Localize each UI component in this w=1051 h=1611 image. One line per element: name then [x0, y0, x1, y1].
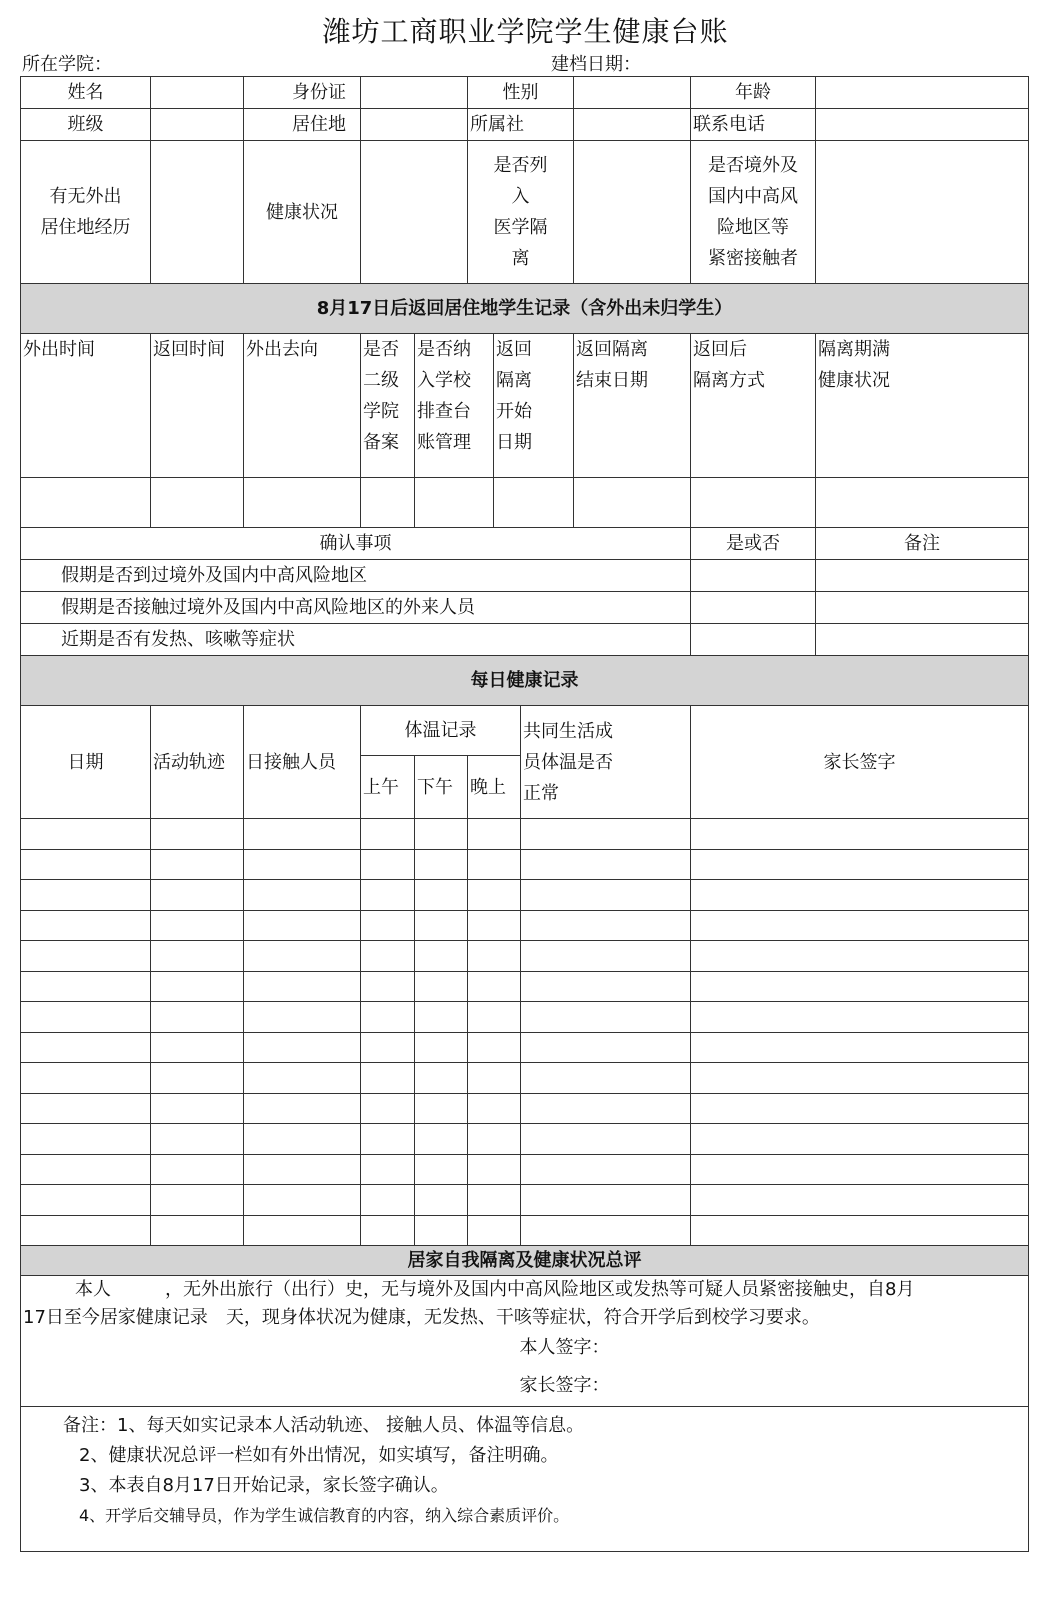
- daily-entry-cell[interactable]: [361, 1216, 415, 1246]
- daily-entry-cell[interactable]: [151, 1033, 244, 1063]
- daily-entry-cell[interactable]: [468, 972, 521, 1002]
- daily-entry-cell[interactable]: [521, 819, 691, 850]
- name-field[interactable]: [151, 77, 244, 109]
- phone-label: 联系电话: [691, 109, 816, 141]
- daily-entry-cell[interactable]: [468, 1124, 521, 1155]
- return-h-post-health: 隔离期满 健康状况: [816, 334, 1029, 478]
- return-h-iso-end: 返回隔离 结束日期: [574, 334, 691, 478]
- yes-no-field[interactable]: [691, 592, 816, 624]
- daily-entry-cell[interactable]: [415, 1033, 468, 1063]
- return-section-title: 8月17日后返回居住地学生记录（含外出未归学生）: [21, 284, 1029, 334]
- confirm-row: [21, 592, 1029, 624]
- daily-entry-cell[interactable]: [361, 1033, 415, 1063]
- daily-entry-cell[interactable]: [691, 1063, 1029, 1094]
- daily-h-temp: 体温记录: [361, 706, 521, 756]
- community-field[interactable]: [574, 109, 691, 141]
- daily-entry-cell[interactable]: [361, 880, 415, 911]
- return-cell[interactable]: [361, 478, 415, 528]
- daily-entry-cell[interactable]: [691, 972, 1029, 1002]
- return-section-header: [21, 284, 1029, 334]
- daily-entry-rows: [21, 819, 1029, 1246]
- daily-h-eve: 晚上: [468, 756, 521, 819]
- daily-entry-cell[interactable]: [244, 850, 361, 880]
- daily-entry-cell[interactable]: [415, 850, 468, 880]
- daily-entry-cell[interactable]: [468, 1002, 521, 1033]
- remarks-header: 备注: [816, 528, 1029, 560]
- daily-entry-row: [21, 1155, 1029, 1185]
- daily-entry-cell[interactable]: [415, 1124, 468, 1155]
- daily-entry-cell[interactable]: [691, 880, 1029, 911]
- isolation-label: 是否列 入 医学隔 离: [468, 141, 574, 284]
- return-h-return-time: 返回时间: [151, 334, 244, 478]
- daily-h-pm: 下午: [415, 756, 468, 819]
- daily-entry-row: [21, 850, 1029, 880]
- daily-entry-cell[interactable]: [521, 1185, 691, 1216]
- return-cell[interactable]: [244, 478, 361, 528]
- out-history-field[interactable]: [151, 141, 244, 284]
- daily-entry-cell[interactable]: [691, 1216, 1029, 1246]
- return-header-row: [21, 334, 1029, 478]
- daily-entry-cell[interactable]: [21, 1002, 151, 1033]
- return-cell[interactable]: [415, 478, 494, 528]
- daily-entry-cell[interactable]: [244, 941, 361, 972]
- daily-entry-cell[interactable]: [468, 1094, 521, 1124]
- daily-entry-cell[interactable]: [415, 1063, 468, 1094]
- daily-entry-cell[interactable]: [244, 880, 361, 911]
- daily-entry-cell[interactable]: [151, 1002, 244, 1033]
- daily-entry-cell[interactable]: [244, 1063, 361, 1094]
- daily-entry-cell[interactable]: [244, 972, 361, 1002]
- daily-entry-cell[interactable]: [361, 911, 415, 941]
- daily-h-contacts: 日接触人员: [244, 706, 361, 819]
- self-sign-label: 本人签字：: [519, 1337, 610, 1358]
- daily-entry-cell[interactable]: [21, 941, 151, 972]
- daily-entry-cell[interactable]: [691, 1155, 1029, 1185]
- daily-entry-cell[interactable]: [691, 911, 1029, 941]
- daily-entry-row: [21, 941, 1029, 972]
- daily-entry-row: [21, 1063, 1029, 1094]
- daily-entry-cell[interactable]: [361, 972, 415, 1002]
- daily-entry-cell[interactable]: [21, 1033, 151, 1063]
- daily-entry-cell[interactable]: [21, 1155, 151, 1185]
- daily-entry-cell[interactable]: [151, 1216, 244, 1246]
- daily-entry-cell[interactable]: [691, 1124, 1029, 1155]
- phone-field[interactable]: [816, 109, 1029, 141]
- daily-entry-cell[interactable]: [151, 1124, 244, 1155]
- daily-entry-cell[interactable]: [415, 1185, 468, 1216]
- daily-entry-row: [21, 819, 1029, 850]
- yes-no-field[interactable]: [691, 560, 816, 592]
- notes-row: [21, 1407, 1029, 1552]
- daily-entry-cell[interactable]: [244, 1094, 361, 1124]
- daily-entry-cell[interactable]: [691, 819, 1029, 850]
- daily-entry-cell[interactable]: [21, 972, 151, 1002]
- daily-entry-cell[interactable]: [521, 1216, 691, 1246]
- daily-entry-cell[interactable]: [361, 1124, 415, 1155]
- yes-no-field[interactable]: [691, 624, 816, 656]
- daily-entry-row: [21, 1033, 1029, 1063]
- daily-entry-cell[interactable]: [521, 1063, 691, 1094]
- remarks-field[interactable]: [816, 624, 1029, 656]
- daily-entry-cell[interactable]: [521, 1002, 691, 1033]
- daily-entry-cell[interactable]: [21, 1124, 151, 1155]
- filing-date-label: 建档日期：: [551, 54, 641, 75]
- summary-line-2: 17日至今居家健康记录 天，现身体状况为健康，无发热、干咳等症状，符合开学后到校学习要求。: [23, 1307, 820, 1328]
- daily-entry-cell[interactable]: [415, 911, 468, 941]
- daily-entry-cell[interactable]: [21, 1216, 151, 1246]
- daily-entry-cell[interactable]: [21, 880, 151, 911]
- daily-entry-cell[interactable]: [151, 1155, 244, 1185]
- daily-entry-cell[interactable]: [468, 819, 521, 850]
- daily-entry-cell[interactable]: [521, 972, 691, 1002]
- daily-entry-cell[interactable]: [151, 1063, 244, 1094]
- daily-header-row-1: [21, 706, 1029, 756]
- daily-entry-cell[interactable]: [21, 1185, 151, 1216]
- daily-entry-cell[interactable]: [415, 1216, 468, 1246]
- summary-section-header: [21, 1246, 1029, 1276]
- daily-entry-cell[interactable]: [468, 1033, 521, 1063]
- note-item: 4、开学后交辅导员，作为学生诚信教育的内容，纳入综合素质评价。: [79, 1506, 570, 1525]
- daily-entry-cell[interactable]: [361, 1002, 415, 1033]
- return-h-destination: 外出去向: [244, 334, 361, 478]
- summary-body-row: [21, 1276, 1029, 1407]
- daily-entry-cell[interactable]: [691, 850, 1029, 880]
- return-cell[interactable]: [151, 478, 244, 528]
- confirm-item: 近期是否有发热、咳嗽等症状: [21, 624, 691, 656]
- confirm-row: [21, 560, 1029, 592]
- id-card-label: 身份证: [244, 77, 361, 109]
- daily-entry-cell[interactable]: [691, 1002, 1029, 1033]
- daily-entry-cell[interactable]: [244, 1124, 361, 1155]
- summary-statement: [21, 1276, 1029, 1407]
- basic-row-3: [21, 141, 1029, 284]
- note-item: 备注：1、每天如实记录本人活动轨迹、 接触人员、体温等信息。: [63, 1415, 585, 1436]
- daily-entry-cell[interactable]: [691, 1094, 1029, 1124]
- notes: [21, 1407, 1029, 1552]
- daily-entry-cell[interactable]: [21, 911, 151, 941]
- id-card-field[interactable]: [361, 77, 468, 109]
- daily-entry-row: [21, 1185, 1029, 1216]
- return-cell[interactable]: [494, 478, 574, 528]
- out-history-label: 有无外出 居住地经历: [21, 141, 151, 284]
- daily-entry-cell[interactable]: [521, 1155, 691, 1185]
- class-field[interactable]: [151, 109, 244, 141]
- note-item: 3、本表自8月17日开始记录，家长签字确认。: [79, 1475, 449, 1496]
- daily-entry-cell[interactable]: [415, 1155, 468, 1185]
- daily-entry-row: [21, 880, 1029, 911]
- daily-entry-cell[interactable]: [468, 1216, 521, 1246]
- daily-entry-cell[interactable]: [151, 819, 244, 850]
- daily-entry-row: [21, 1094, 1029, 1124]
- daily-entry-cell[interactable]: [468, 850, 521, 880]
- daily-entry-cell[interactable]: [151, 941, 244, 972]
- daily-entry-cell[interactable]: [151, 1094, 244, 1124]
- community-label: 所属社: [468, 109, 574, 141]
- daily-entry-cell[interactable]: [361, 941, 415, 972]
- daily-entry-cell[interactable]: [521, 941, 691, 972]
- return-entry-row: [21, 478, 1029, 528]
- daily-entry-cell[interactable]: [361, 1155, 415, 1185]
- daily-section-header: [21, 656, 1029, 706]
- daily-section-title: 每日健康记录: [21, 656, 1029, 706]
- daily-entry-cell[interactable]: [468, 941, 521, 972]
- daily-entry-cell[interactable]: [468, 1063, 521, 1094]
- daily-entry-cell[interactable]: [521, 880, 691, 911]
- age-label: 年龄: [691, 77, 816, 109]
- residence-label: 居住地: [244, 109, 361, 141]
- daily-entry-cell[interactable]: [244, 1155, 361, 1185]
- return-h-out-time: 外出时间: [21, 334, 151, 478]
- daily-entry-cell[interactable]: [151, 1185, 244, 1216]
- return-cell[interactable]: [574, 478, 691, 528]
- daily-h-date: 日期: [21, 706, 151, 819]
- confirm-header: 确认事项: [21, 528, 691, 560]
- daily-entry-cell[interactable]: [151, 911, 244, 941]
- daily-entry-cell[interactable]: [415, 941, 468, 972]
- daily-entry-cell[interactable]: [244, 1185, 361, 1216]
- class-label: 班级: [21, 109, 151, 141]
- summary-section-title: 居家自我隔离及健康状况总评: [21, 1246, 1029, 1276]
- daily-entry-cell[interactable]: [521, 911, 691, 941]
- gender-field[interactable]: [574, 77, 691, 109]
- confirm-item: 假期是否接触过境外及国内中高风险地区的外来人员: [21, 592, 691, 624]
- daily-entry-cell[interactable]: [521, 850, 691, 880]
- return-cell[interactable]: [816, 478, 1029, 528]
- daily-entry-cell[interactable]: [244, 1033, 361, 1063]
- daily-entry-cell[interactable]: [361, 1094, 415, 1124]
- name-label: 姓名: [21, 77, 151, 109]
- remarks-field[interactable]: [816, 592, 1029, 624]
- daily-entry-cell[interactable]: [244, 1002, 361, 1033]
- remarks-field[interactable]: [816, 560, 1029, 592]
- basic-row-2: [21, 109, 1029, 141]
- daily-entry-row: [21, 1124, 1029, 1155]
- return-cell[interactable]: [691, 478, 816, 528]
- confirm-item: 假期是否到过境外及国内中高风险地区: [21, 560, 691, 592]
- daily-h-parent-sign: 家长签字: [691, 706, 1029, 819]
- close-contact-label: 是否境外及 国内中高风 险地区等 紧密接触者: [691, 141, 816, 284]
- daily-entry-row: [21, 1216, 1029, 1246]
- daily-entry-cell[interactable]: [521, 1033, 691, 1063]
- daily-entry-cell[interactable]: [521, 1094, 691, 1124]
- return-cell[interactable]: [21, 478, 151, 528]
- return-h-iso-method: 返回后 隔离方式: [691, 334, 816, 478]
- daily-entry-cell[interactable]: [21, 1094, 151, 1124]
- daily-entry-cell[interactable]: [21, 850, 151, 880]
- health-label: 健康状况: [244, 141, 361, 284]
- daily-entry-cell[interactable]: [415, 880, 468, 911]
- health-ledger-table: [20, 76, 1029, 1552]
- daily-entry-cell[interactable]: [415, 819, 468, 850]
- return-h-screening: 是否纳 入学校 排查台 账管理: [415, 334, 494, 478]
- daily-entry-cell[interactable]: [244, 911, 361, 941]
- daily-h-track: 活动轨迹: [151, 706, 244, 819]
- daily-entry-cell[interactable]: [415, 972, 468, 1002]
- gender-label: 性别: [468, 77, 574, 109]
- daily-entry-cell[interactable]: [151, 880, 244, 911]
- daily-entry-cell[interactable]: [361, 1185, 415, 1216]
- daily-entry-cell[interactable]: [361, 819, 415, 850]
- basic-row-1: [21, 77, 1029, 109]
- daily-entry-cell[interactable]: [361, 850, 415, 880]
- close-contact-field[interactable]: [816, 141, 1029, 284]
- isolation-field[interactable]: [574, 141, 691, 284]
- daily-entry-cell[interactable]: [468, 911, 521, 941]
- daily-entry-cell[interactable]: [691, 941, 1029, 972]
- daily-entry-cell[interactable]: [468, 880, 521, 911]
- daily-h-cohabitant: 共同生活成 员体温是否 正常: [521, 706, 691, 819]
- daily-entry-row: [21, 972, 1029, 1002]
- daily-entry-cell[interactable]: [521, 1124, 691, 1155]
- college-label: 所在学院：: [22, 54, 112, 75]
- return-h-filed: 是否 二级 学院 备案: [361, 334, 415, 478]
- daily-entry-cell[interactable]: [468, 1155, 521, 1185]
- residence-field[interactable]: [361, 109, 468, 141]
- daily-entry-cell[interactable]: [21, 1063, 151, 1094]
- daily-entry-row: [21, 1002, 1029, 1033]
- daily-entry-cell[interactable]: [151, 850, 244, 880]
- summary-line-1: 本人 ，无外出旅行（出行）史，无与境外及国内中高风险地区或发热等可疑人员紧密接触史，自8月: [75, 1279, 915, 1300]
- confirm-row: [21, 624, 1029, 656]
- daily-entry-row: [21, 911, 1029, 941]
- daily-h-am: 上午: [361, 756, 415, 819]
- daily-entry-cell[interactable]: [244, 1216, 361, 1246]
- health-field[interactable]: [361, 141, 468, 284]
- confirm-header-row: [21, 528, 1029, 560]
- daily-entry-cell[interactable]: [691, 1033, 1029, 1063]
- daily-entry-cell[interactable]: [21, 819, 151, 850]
- daily-entry-cell[interactable]: [244, 819, 361, 850]
- page-title: 潍坊工商职业学院学生健康台账: [322, 15, 729, 48]
- daily-entry-cell[interactable]: [415, 1094, 468, 1124]
- daily-entry-cell[interactable]: [415, 1002, 468, 1033]
- note-item: 2、健康状况总评一栏如有外出情况，如实填写，备注明确。: [79, 1445, 559, 1466]
- parent-sign-label: 家长签字：: [519, 1375, 610, 1396]
- yes-no-header: 是或否: [691, 528, 816, 560]
- daily-entry-cell[interactable]: [691, 1185, 1029, 1216]
- return-h-iso-start: 返回 隔离 开始 日期: [494, 334, 574, 478]
- daily-entry-cell[interactable]: [361, 1063, 415, 1094]
- daily-entry-cell[interactable]: [151, 972, 244, 1002]
- daily-entry-cell[interactable]: [468, 1185, 521, 1216]
- age-field[interactable]: [816, 77, 1029, 109]
